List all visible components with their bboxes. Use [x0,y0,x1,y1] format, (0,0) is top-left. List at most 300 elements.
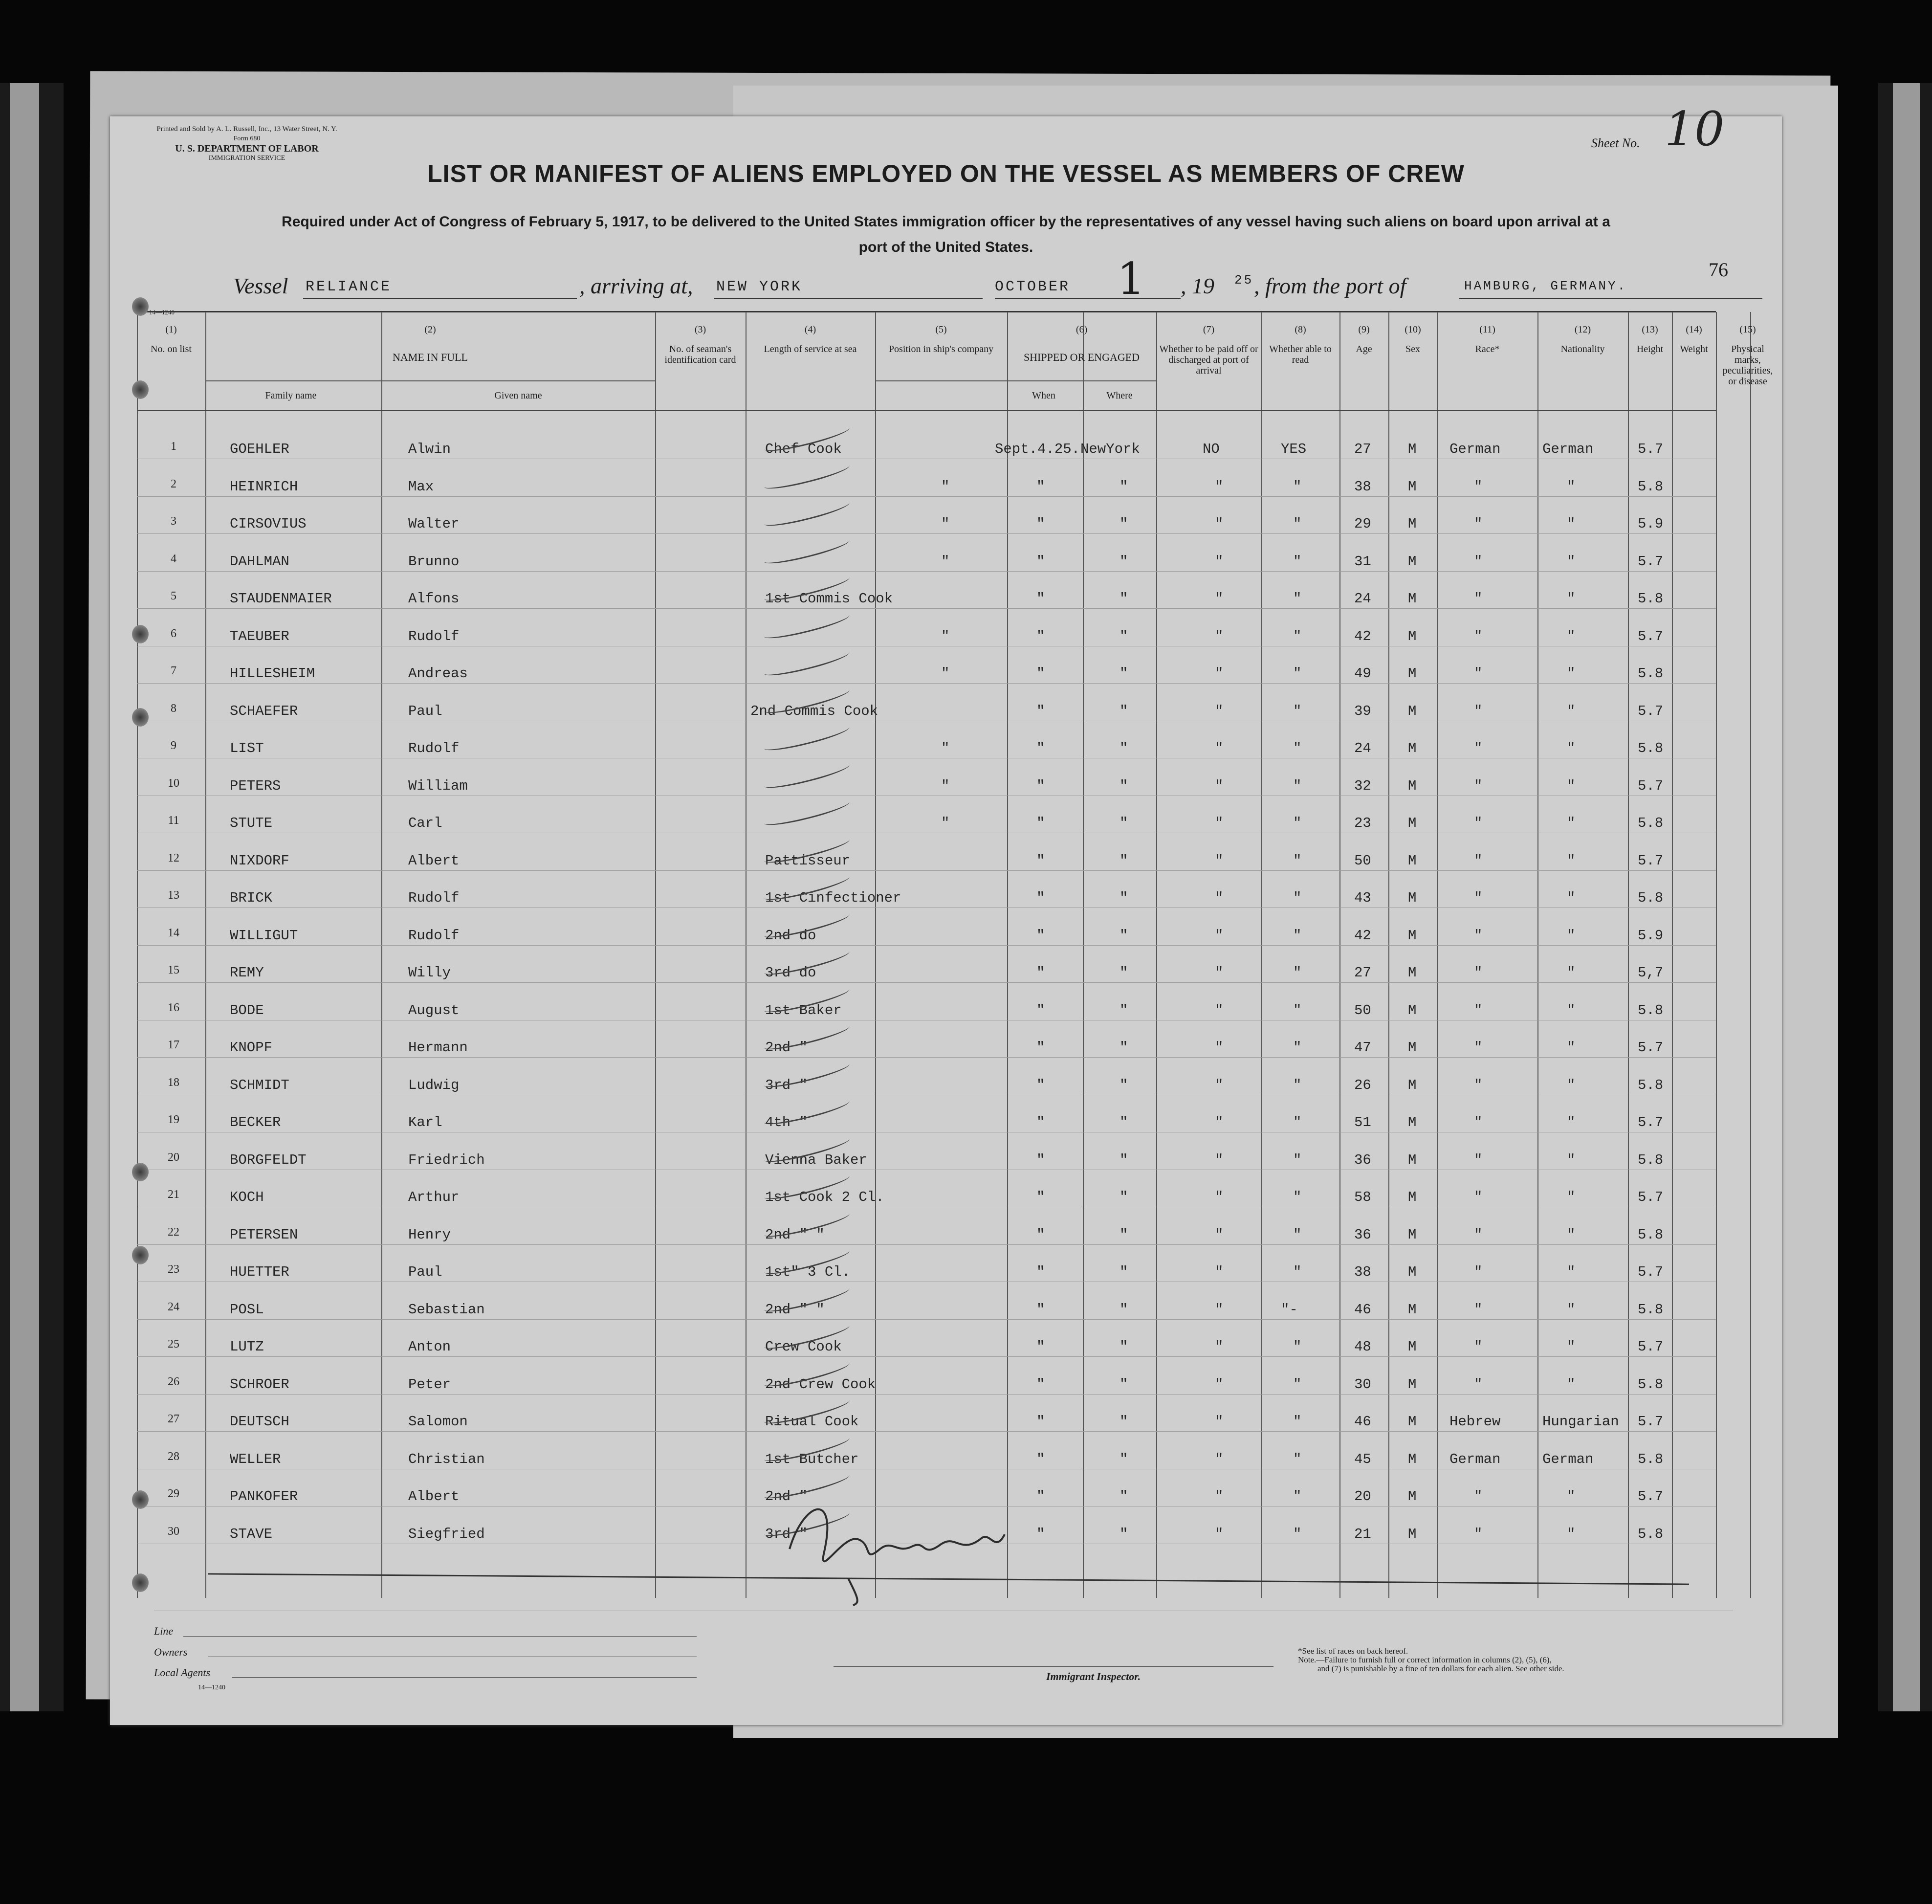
cell-nat: " [1567,927,1576,944]
row-number: 7 [171,664,176,677]
cell-nat: " [1567,965,1576,981]
owners-label: Owners [154,1646,188,1658]
cell-read: " [1293,1488,1302,1505]
cell-where: " [1120,1114,1128,1130]
cell-position: 2nd do [765,927,816,944]
cell-nat: " [1567,1526,1576,1542]
local-agents-label: Local Agents [154,1666,211,1679]
cell-family: WILLIGUT [230,927,298,944]
cell-position: " [941,815,950,831]
cell-given: Siegfried [408,1526,485,1542]
cell-paid: " [1215,890,1224,906]
cell-paid: " [1215,478,1224,495]
cell-where: " [1120,1040,1128,1056]
arrival-port: NEW YORK [716,279,803,295]
cell-given: August [408,1002,460,1018]
column-divider [1083,312,1084,1598]
cell-position: 2nd " [765,1040,808,1056]
cell-given: Karl [408,1114,442,1130]
row-number: 4 [171,552,176,565]
row-rule [137,870,1716,871]
row-number: 14 [168,926,179,939]
cell-family: TAEUBER [230,628,289,644]
cell-where: " [1120,1002,1128,1018]
cell-where: " [1120,553,1128,570]
column-divider [875,312,876,1598]
cell-when: " [1036,665,1045,682]
cell-family: HEINRICH [230,478,298,495]
cell-paid: " [1215,1151,1224,1168]
cell-where: " [1120,777,1128,794]
cell-position: 1st Butcher [765,1451,859,1467]
cell-read: " [1293,478,1302,495]
check-mark [763,758,851,792]
cell-family: SCHROER [230,1376,289,1393]
cell-when: " [1036,478,1045,495]
cell-given: Hermann [408,1040,468,1056]
cell-read: " [1293,1077,1302,1093]
column-divider [1156,312,1157,1598]
cell-when: " [1036,1040,1045,1056]
row-number: 1 [171,440,176,453]
check-mark [763,721,851,755]
column-divider [1339,312,1340,1598]
check-mark [763,796,851,830]
cell-where: " [1120,852,1128,869]
cell-read: YES [1281,441,1307,457]
column-number: (10) [1405,324,1421,335]
column-number: (14) [1686,324,1702,335]
column-divider [1750,312,1751,1598]
cell-position: 1st Baker [765,1002,842,1018]
cell-race: " [1474,740,1483,756]
cell-family: GOEHLER [230,441,289,457]
cell-when: " [1036,1301,1045,1318]
cell-position: " [941,478,950,495]
cell-height: 5.7 [1638,852,1664,869]
row-number: 3 [171,515,176,528]
cell-paid: NO [1203,441,1220,457]
cell-when: " [1036,703,1045,719]
form-code-bottom: 14—1240 [198,1684,225,1691]
cell-read: " [1293,740,1302,756]
cell-read: " [1293,1114,1302,1130]
cell-sex: M [1408,815,1417,831]
cell-height: 5.8 [1638,1226,1664,1243]
cell-sex: M [1408,1189,1417,1205]
cell-given: Sebastian [408,1301,485,1318]
cell-age: 49 [1354,665,1371,682]
cell-family: WELLER [230,1451,281,1467]
cell-sex: M [1408,1040,1417,1056]
cell-height: 5.7 [1638,553,1664,570]
binder-hole [132,1163,149,1181]
row-number: 20 [168,1151,179,1164]
cell-sex: M [1408,1151,1417,1168]
cell-age: 24 [1354,740,1371,756]
cell-family: POSL [230,1301,264,1318]
row-number: 8 [171,702,176,715]
cell-height: 5.7 [1638,1414,1664,1430]
cell-family: LUTZ [230,1339,264,1355]
cell-race: " [1474,1488,1483,1505]
cell-race: " [1474,1226,1483,1243]
cell-nat: " [1567,1151,1576,1168]
column-number: (1) [165,324,177,335]
cell-sex: M [1408,1488,1417,1505]
column-header: Physical marks, peculiarities, or disease [1722,344,1773,387]
cell-age: 38 [1354,478,1371,495]
cell-paid: " [1215,1451,1224,1467]
column-number: (5) [935,324,947,335]
cell-family: HUETTER [230,1264,289,1280]
column-divider [1007,312,1008,1598]
column-divider [1437,312,1438,1598]
cell-when: " [1036,1189,1045,1205]
cell-height: 5.7 [1638,1488,1664,1505]
cell-race: " [1474,890,1483,906]
column-number: (9) [1358,324,1370,335]
cell-read: " [1293,665,1302,682]
cell-sex: M [1408,553,1417,570]
cell-family: PETERS [230,777,281,794]
cell-sex: M [1408,441,1417,457]
cell-nat: " [1567,740,1576,756]
cell-age: 50 [1354,852,1371,869]
cell-when: " [1036,1002,1045,1018]
column-header: Whether able to read [1269,344,1332,365]
cell-race: " [1474,553,1483,570]
cell-age: 58 [1354,1189,1371,1205]
cell-when: " [1036,1414,1045,1430]
column-header: Weight [1680,344,1708,354]
form-code-top: 14—1240 [149,309,175,316]
cell-sex: M [1408,890,1417,906]
cell-family: BECKER [230,1114,281,1130]
cell-race: " [1474,1264,1483,1280]
cell-position: 1st" 3 Cl. [765,1264,851,1280]
header-divider [875,380,1156,381]
row-number: 16 [168,1001,179,1014]
cell-age: 43 [1354,890,1371,906]
cell-race: " [1474,1151,1483,1168]
cell-race: " [1474,777,1483,794]
sheet-number: 10 [1665,102,1725,156]
cell-height: 5.8 [1638,740,1664,756]
cell-position: Pattisseur [765,852,851,869]
cell-paid: " [1215,1488,1224,1505]
cell-sex: M [1408,777,1417,794]
cell-nat: " [1567,1114,1576,1130]
cell-where: " [1120,1526,1128,1542]
cell-height: 5.7 [1638,441,1664,457]
cell-given: William [408,777,468,794]
corner-number: 76 [1709,259,1728,281]
row-rule [137,1394,1716,1395]
cell-position: 4th " [765,1114,808,1130]
cell-sex: M [1408,516,1417,532]
row-number: 24 [168,1300,179,1313]
cell-when: " [1036,1264,1045,1280]
column-subheader: Family name [265,390,317,401]
cell-position: Ritual Cook [765,1414,859,1430]
binder-hole [132,1490,149,1509]
cell-age: 30 [1354,1376,1371,1393]
cell-position: Chef Cook [765,441,842,457]
arrival-month: OCTOBER [995,279,1071,295]
cell-family: SCHMIDT [230,1077,289,1093]
cell-read: " [1293,628,1302,644]
arrival-day: 1 [1117,253,1145,305]
cell-where: " [1120,1226,1128,1243]
cell-when: " [1036,1526,1045,1542]
column-header: Race* [1475,344,1500,354]
cell-nat: " [1567,1264,1576,1280]
cell-sex: M [1408,927,1417,944]
column-number: (15) [1739,324,1756,335]
cell-position: 2nd " [765,1488,808,1505]
column-subheader: Given name [494,390,542,401]
cell-height: 5.8 [1638,1151,1664,1168]
cell-where: " [1120,1451,1128,1467]
column-divider [655,312,656,1598]
penalty-note-1: Note.—Failure to furnish full or correct information in columns (2), (5), (6), [1298,1655,1552,1664]
cell-when: " [1036,628,1045,644]
cell-sex: M [1408,1339,1417,1355]
printer-block [149,124,345,163]
cell-height: 5.9 [1638,927,1664,944]
cell-when: " [1036,1339,1045,1355]
cell-race: " [1474,965,1483,981]
footer-notes [1298,1647,1738,1673]
column-subheader: Where [1106,390,1133,401]
row-number: 5 [171,590,176,602]
column-number: (2) [424,324,436,335]
cell-height: 5.8 [1638,1077,1664,1093]
cell-paid: " [1215,965,1224,981]
cell-position: 2nd Crew Cook [765,1376,876,1393]
cell-height: 5.7 [1638,1264,1664,1280]
column-divider [1672,312,1673,1598]
cell-position: 2nd " " [765,1301,825,1318]
from-label: , from the port of [1254,273,1406,298]
cell-family: PANKOFER [230,1488,298,1505]
cell-given: Carl [408,815,442,831]
cell-nat: " [1567,478,1576,495]
cell-read: " [1293,965,1302,981]
cell-read: "- [1281,1301,1298,1318]
cell-nat: German [1542,441,1594,457]
column-divider [381,312,382,1598]
cell-when: " [1036,852,1045,869]
column-number: (11) [1479,324,1495,335]
cell-height: 5.8 [1638,1526,1664,1542]
table-top-border [137,311,1716,312]
cell-paid: " [1215,703,1224,719]
cell-sex: M [1408,1451,1417,1467]
column-divider [1261,312,1262,1598]
row-number: 18 [168,1076,179,1089]
cell-height: 5.8 [1638,890,1664,906]
row-number: 9 [171,739,176,752]
cell-age: 46 [1354,1301,1371,1318]
races-note: *See list of races on back hereof. [1298,1646,1408,1656]
cell-read: " [1293,1264,1302,1280]
cell-age: 20 [1354,1488,1371,1505]
cell-where: " [1120,815,1128,831]
cell-paid: " [1215,927,1224,944]
penalty-note-2: and (7) is punishable by a fine of ten dollars for each alien. See other side. [1317,1664,1564,1673]
cell-age: 36 [1354,1151,1371,1168]
cell-given: Paul [408,1264,442,1280]
row-number: 23 [168,1263,179,1276]
cell-paid: " [1215,1189,1224,1205]
cell-sex: M [1408,591,1417,607]
cell-nat: " [1567,890,1576,906]
column-divider [1388,312,1389,1598]
cell-race: " [1474,815,1483,831]
cell-height: 5.7 [1638,628,1664,644]
cell-position: " [941,740,950,756]
cell-nat: " [1567,628,1576,644]
cell-nat: " [1567,1040,1576,1056]
cell-paid: " [1215,665,1224,682]
cell-where: " [1120,1077,1128,1093]
row-number: 30 [168,1525,179,1538]
cell-paid: " [1215,591,1224,607]
manifest-document [110,102,1782,1725]
cell-family: LIST [230,740,264,756]
cell-read: " [1293,852,1302,869]
cell-paid: " [1215,1114,1224,1130]
cell-age: 39 [1354,703,1371,719]
cell-position: Vienna Baker [765,1151,867,1168]
cell-when: " [1036,815,1045,831]
cell-position: " [941,777,950,794]
header-bottom [137,410,1716,411]
cell-family: PETERSEN [230,1226,298,1243]
cell-age: 23 [1354,815,1371,831]
cell-height: 5.8 [1638,1451,1664,1467]
cell-race: " [1474,591,1483,607]
cell-paid: " [1215,1301,1224,1318]
cell-family: DEUTSCH [230,1414,289,1430]
cell-when: " [1036,1451,1045,1467]
check-mark [763,609,851,642]
cell-family: STAVE [230,1526,273,1542]
cell-where: " [1120,703,1128,719]
cell-read: " [1293,1002,1302,1018]
row-number: 17 [168,1039,179,1051]
cell-family: BODE [230,1002,264,1018]
cell-sex: M [1408,1226,1417,1243]
cell-race: " [1474,703,1483,719]
column-header: Position in ship's company [888,344,994,354]
cell-given: Christian [408,1451,485,1467]
cell-age: 45 [1354,1451,1371,1467]
cell-when: " [1036,1114,1045,1130]
cell-where: " [1120,927,1128,944]
cell-sex: M [1408,1301,1417,1318]
cell-family: KNOPF [230,1040,273,1056]
column-header: Height [1636,344,1664,354]
cell-height: 5.8 [1638,478,1664,495]
cell-height: 5.8 [1638,591,1664,607]
cell-read: " [1293,516,1302,532]
cell-when: " [1036,1077,1045,1093]
cell-height: 5,7 [1638,965,1664,981]
column-number: (4) [804,324,816,335]
cell-where: NewYork [1080,441,1140,457]
cell-sex: M [1408,665,1417,682]
row-number: 21 [168,1188,179,1201]
column-divider [1628,312,1629,1598]
column-subheader: When [1032,390,1055,401]
cell-where: " [1120,1301,1128,1318]
column-number: (6) [1076,324,1088,335]
row-rule [137,533,1716,534]
cell-sex: M [1408,1114,1417,1130]
cell-sex: M [1408,703,1417,719]
cell-when: " [1036,591,1045,607]
column-divider [1537,312,1538,1598]
cell-when: " [1036,777,1045,794]
cell-where: " [1120,516,1128,532]
column-divider [1716,312,1717,1598]
cell-when: " [1036,965,1045,981]
cell-age: 26 [1354,1077,1371,1093]
vessel-name: RELIANCE [306,279,392,295]
cell-race: " [1474,1189,1483,1205]
row-rule [137,571,1716,572]
cell-when: " [1036,516,1045,532]
right-film-edge [1878,83,1932,1711]
cell-paid: " [1215,1002,1224,1018]
binder-hole [132,625,149,643]
cell-when: Sept.4.25. [995,441,1080,457]
cell-height: 5.7 [1638,1189,1664,1205]
cell-given: Rudolf [408,740,460,756]
row-rule [137,683,1716,684]
cell-position: 1st Cook 2 Cl. [765,1189,884,1205]
cell-family: SCHAEFER [230,703,298,719]
cell-height: 5.9 [1638,516,1664,532]
cell-nat: " [1567,852,1576,869]
cell-where: " [1120,1264,1128,1280]
cell-when: " [1036,553,1045,570]
cell-nat: " [1567,1002,1576,1018]
cell-where: " [1120,478,1128,495]
cell-paid: " [1215,1414,1224,1430]
cell-sex: M [1408,1376,1417,1393]
cell-paid: " [1215,1376,1224,1393]
cell-read: " [1293,1339,1302,1355]
cell-given: Albert [408,1488,460,1505]
column-header: Sex [1405,344,1420,354]
cell-paid: " [1215,852,1224,869]
cell-family: HILLESHEIM [230,665,315,682]
cell-paid: " [1215,1339,1224,1355]
check-mark [763,459,851,493]
cell-race: " [1474,628,1483,644]
arriving-label: , arriving at, [579,273,693,298]
column-header: Length of service at sea [764,344,857,354]
cell-when: " [1036,927,1045,944]
cell-nat: " [1567,815,1576,831]
from-port: HAMBURG, GERMANY. [1464,279,1627,293]
cell-paid: " [1215,516,1224,532]
row-number: 10 [168,776,179,790]
